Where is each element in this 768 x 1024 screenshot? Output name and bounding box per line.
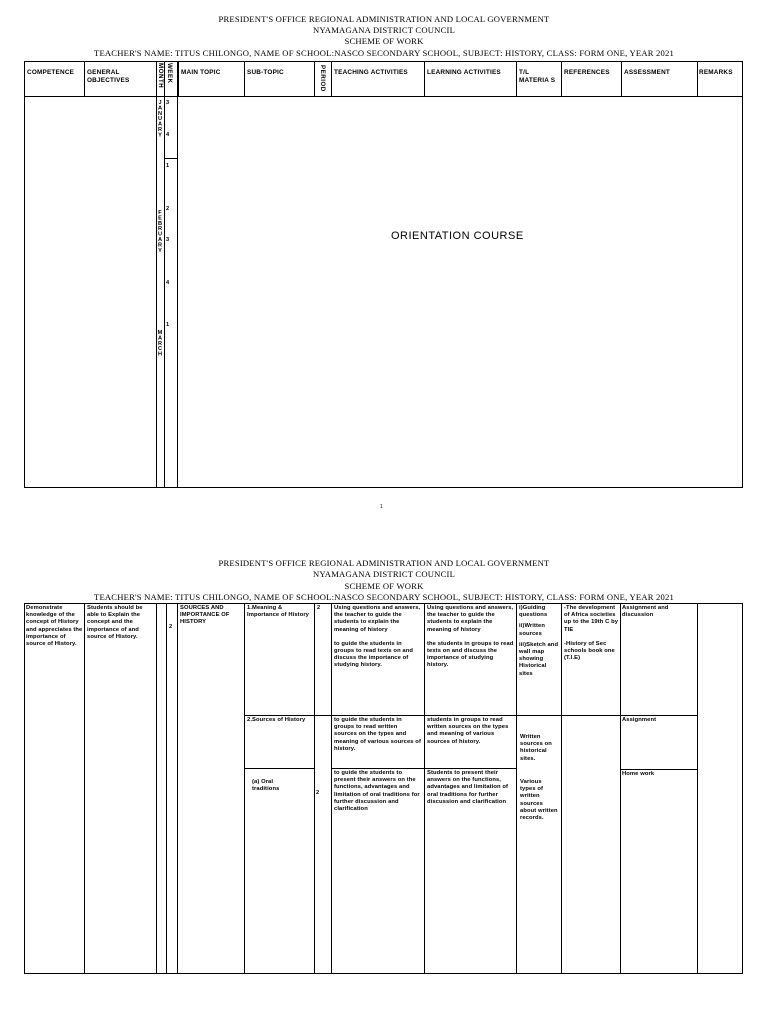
col-learning: LEARNING ACTIVITIES: [427, 69, 501, 76]
col-period: PERIOD: [319, 65, 326, 92]
month-february: FEBRUARY: [157, 210, 163, 254]
week-number: 3: [166, 100, 170, 106]
teacher-info-line: TEACHER'S NAME: TITUS CHILONGO, NAME OF SCHOOL:NASCO SECONDARY SCHOOL, SUBJECT: HISTORY, CLASS: FORM ONE, YEAR 2021: [94, 592, 674, 602]
week-number: 1: [166, 322, 170, 328]
month-march: MARCH: [157, 330, 163, 358]
office-heading: PRESIDENT'S OFFICE REGIONAL ADMINISTRATION AND LOCAL GOVERNMENT: [218, 558, 550, 568]
week-number: 2: [166, 206, 170, 212]
col-month: MONTH: [157, 63, 164, 89]
month-january: JANUARY: [157, 100, 163, 138]
teaching-activities-cell: to guide the students in groups to read written sources on the types and meaning of various sources of history.: [334, 717, 421, 752]
reference-item: -The development of Africa societies up to the 19th C by TIE: [564, 605, 619, 633]
col-objectives: GENERAL OBJECTIVES: [87, 69, 130, 84]
material-item: ii)Written sources: [519, 623, 546, 637]
col-competence: COMPETENCE: [27, 69, 75, 76]
material-item: iii)Sketch and wall map showing Historical sites: [519, 641, 559, 677]
main-topic-cell: SOURCES AND IMPORTANCE OF HISTORY: [180, 605, 230, 626]
objectives-cell: Students should be able to Explain the concept and the importance of and source of History.: [87, 605, 143, 640]
sub-topic-cell: (a) Oral traditions: [252, 779, 280, 793]
teaching-text: to guide the students in groups to read texts on and discuss the importance of studying history.: [334, 640, 414, 669]
learning-activities-cell: students in groups to read written sources on the types and meaning of various sources of history.: [427, 717, 509, 745]
learning-activities-cell: [427, 605, 515, 670]
assessment-cell: Assignment and discussion: [622, 605, 669, 619]
teaching-text: Using questions and answers, the teacher to guide the students to explain the meaning of history: [334, 605, 421, 633]
council-heading: NYAMAGANA DISTRICT COUNCIL: [312, 25, 456, 35]
teaching-activities-cell: [334, 605, 422, 670]
col-sub-topic: SUB-TOPIC: [247, 69, 284, 76]
page-number: 1: [380, 504, 383, 510]
col-materials: T/L MATERIA S: [519, 69, 556, 84]
sub-topic-cell: 1.Meaning & Importance of History: [247, 605, 310, 619]
week-number: 4: [166, 280, 170, 286]
learning-text: the students in groups to read texts on and discuss the importance of studying history.: [427, 640, 514, 669]
orientation-course-label: ORIENTATION COURSE: [391, 230, 524, 242]
office-heading: PRESIDENT'S OFFICE REGIONAL ADMINISTRATION AND LOCAL GOVERNMENT: [218, 14, 550, 24]
materials-cell: Written sources on historical sites.: [520, 734, 552, 762]
teaching-activities-cell: to guide the students to present their answers on the functions, advantages and limitation of oral traditions for further discussion and clarification: [334, 770, 420, 813]
learning-text: Using questions and answers, the teacher to guide the students to explain the meaning of history: [427, 605, 514, 633]
week-number: 3: [166, 237, 170, 243]
col-assessment: ASSESSMENT: [624, 69, 671, 76]
week-number: 4: [166, 132, 170, 138]
teacher-info-line: TEACHER'S NAME: TITUS CHILONGO, NAME OF SCHOOL:NASCO SECONDARY SCHOOL, SUBJECT: HISTORY, CLASS: FORM ONE, YEAR 2021: [94, 48, 674, 58]
material-item: i)Guiding questions: [519, 605, 548, 619]
col-references: REFERENCES: [564, 69, 610, 76]
week-number: 2: [169, 624, 173, 630]
assessment-cell: Assignment: [622, 717, 657, 723]
assessment-cell: Home work: [622, 771, 655, 777]
reference-item: -History of Sec schools book one (T.I.E): [564, 640, 615, 662]
period-cell: 2: [317, 605, 321, 611]
table-border: [24, 61, 743, 488]
competence-cell: Demonstrate knowledge of the concept of History and appreciates the importance of source of History.: [26, 605, 83, 648]
col-teaching: TEACHING ACTIVITIES: [334, 69, 408, 76]
col-week: WEEK: [166, 63, 173, 84]
learning-activities-cell: Students to present their answers on the functions, advantages and limitation of oral traditions for further discussion and clarification: [427, 770, 509, 805]
period-cell: 2: [316, 790, 320, 796]
references-cell: [564, 605, 619, 662]
document-title: SCHEME OF WORK: [344, 581, 424, 591]
materials-cell: Various types of written sources about written records.: [520, 779, 558, 822]
col-main-topic: MAIN TOPIC: [181, 69, 221, 76]
week-number: 1: [166, 163, 170, 169]
council-heading: NYAMAGANA DISTRICT COUNCIL: [312, 569, 456, 579]
document-title: SCHEME OF WORK: [344, 36, 424, 46]
sub-topic-cell: 2.Sources of History: [247, 717, 306, 723]
materials-cell: [519, 605, 560, 678]
col-remarks: REMARKS: [699, 69, 733, 76]
header-row-divider: [24, 96, 743, 97]
